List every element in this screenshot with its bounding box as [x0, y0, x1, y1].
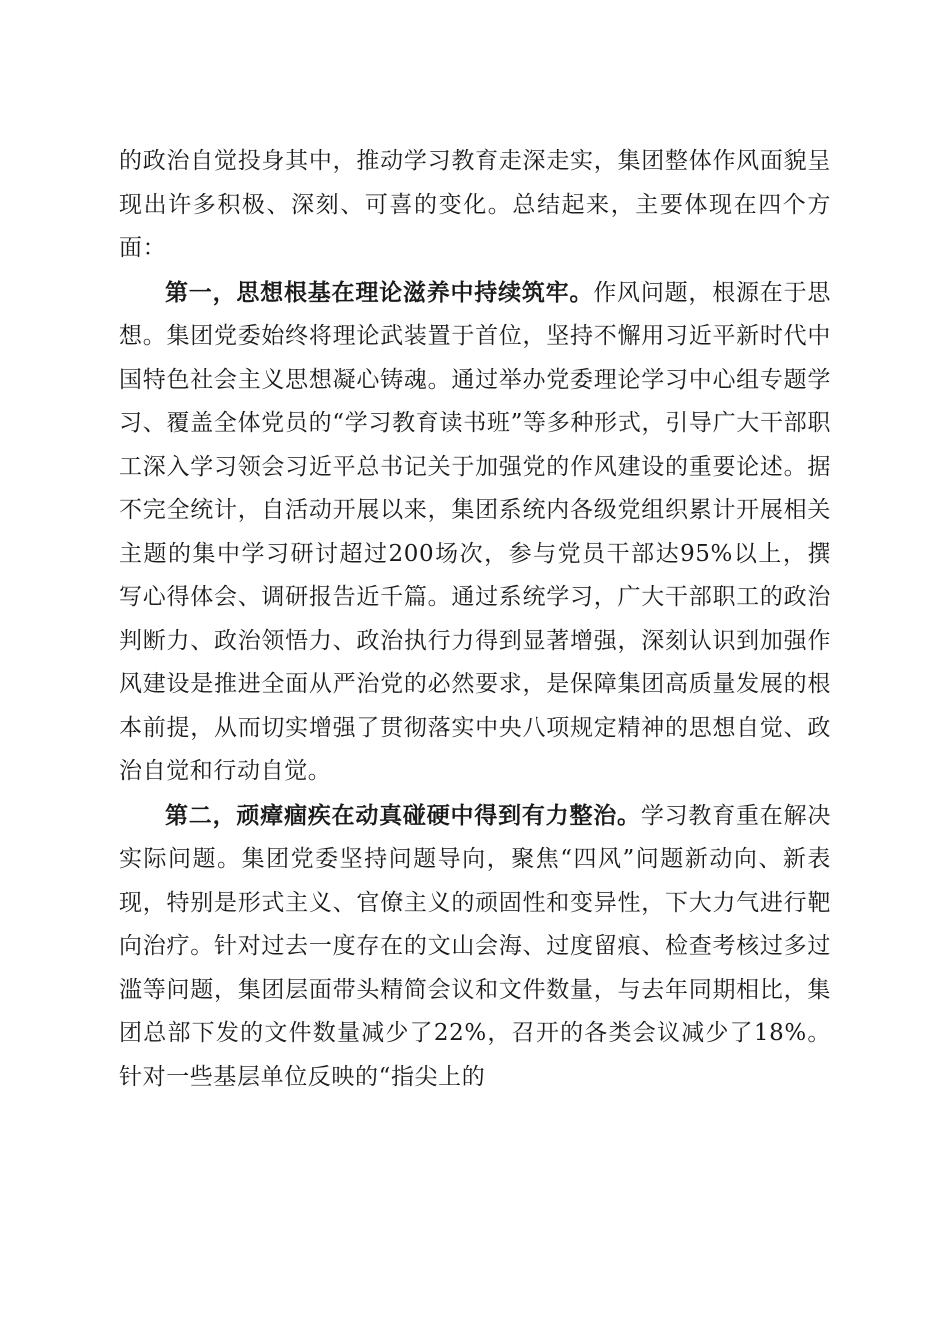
paragraph-continuation [119, 140, 831, 271]
paragraph-lead-heading: 第二，顽瘴痼疾在动真碰硬中得到有力整治。 [165, 801, 641, 829]
paragraph-lead-heading: 第一，思想根基在理论滋养中持续筑牢。 [165, 278, 594, 306]
document-body [119, 140, 831, 1099]
paragraph-body: 作风问题，根源在于思想。集团党委始终将理论武装置于首位，坚持不懈用习近平新时代中国特色社会主义思想凝心铸魂。通过举办党委理论学习中心组专题学习、覆盖全体党员的“学习教育读书班”等多种形式，引导广大干部职工深入学习领会习近平总书记关于加强党的作风建设的重要论述。据不完全统计，自活动开展以来，集团系统内各级党组织累计开展相关主题的集中学习研讨超过200场次，参与党员干部达95%以上，撰写心得体会、调研报告近千篇。通过系统学习，广大干部职工的政治判断力、政治领悟力、政治执行力得到显著增强，深刻认识到加强作风建设是推进全面从严治党的必然要求，是保障集团高质量发展的根本前提，从而切实增强了贯彻落实中央八项规定精神的思想自觉、政治自觉和行动自觉。 [119, 279, 831, 784]
paragraph-second-point [119, 794, 831, 1100]
paragraph-body: 学习教育重在解决实际问题。集团党委坚持问题导向，聚焦“四风”问题新动向、新表现，特别是形式主义、官僚主义的顽固性和变异性，下大力气进行靶向治疗。针对过去一度存在的文山会海、过度留痕、检查考核过多过滥等问题，集团层面带头精简会议和文件数量，与去年同期相比，集团总部下发的文件数量减少了22%，召开的各类会议减少了18%。针对一些基层单位反映的“指尖上的 [119, 802, 831, 1090]
paragraph-first-point [119, 271, 831, 794]
paragraph-body: 的政治自觉投身其中，推动学习教育走深走实，集团整体作风面貌呈现出许多积极、深刻、可喜的变化。总结起来，主要体现在四个方面： [119, 148, 831, 261]
